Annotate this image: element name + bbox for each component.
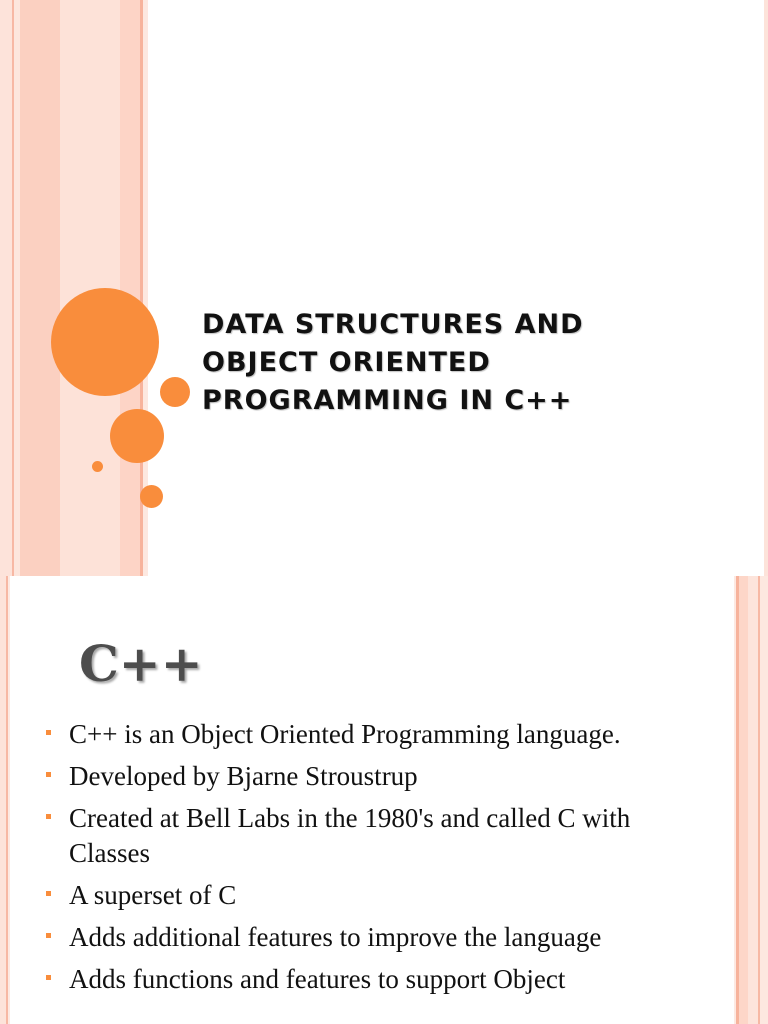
bullet-square-icon xyxy=(46,891,51,896)
small-circle-icon xyxy=(160,377,190,407)
list-item xyxy=(44,878,704,913)
decorative-stripe-band xyxy=(0,0,148,576)
bullet-square-icon xyxy=(46,730,51,735)
decorative-right-edge xyxy=(764,0,768,576)
bullet-square-icon xyxy=(46,933,51,938)
slide-title: DATA STRUCTURES AND OBJECT ORIENTED PROGRAMMING IN C++ xyxy=(202,309,584,416)
small-circle-icon-2 xyxy=(140,485,163,508)
slide-heading: C++ xyxy=(79,634,203,693)
decorative-left-edge xyxy=(0,576,10,1024)
bullet-text: Adds functions and features to support Object xyxy=(69,964,566,994)
bullet-text: Created at Bell Labs in the 1980's and called C with Classes xyxy=(69,803,631,868)
bullet-text: Adds additional features to improve the language xyxy=(69,922,602,952)
bullet-square-icon xyxy=(46,772,51,777)
bullet-square-icon xyxy=(46,975,51,980)
list-item xyxy=(44,920,704,955)
bullet-text: Developed by Bjarne Stroustrup xyxy=(69,761,418,791)
list-item xyxy=(44,962,704,997)
bullet-text: A superset of C xyxy=(69,880,237,910)
medium-circle-icon xyxy=(110,409,164,463)
content-slide xyxy=(0,576,768,1024)
list-item xyxy=(44,801,704,871)
bullet-square-icon xyxy=(46,814,51,819)
list-item xyxy=(44,717,704,752)
tiny-circle-icon xyxy=(92,461,103,472)
large-circle-icon xyxy=(51,288,159,396)
decorative-stripe-band-right xyxy=(734,576,768,1024)
bullet-list xyxy=(44,717,704,1004)
list-item xyxy=(44,759,704,794)
bullet-text: C++ is an Object Oriented Programming language. xyxy=(69,719,621,749)
